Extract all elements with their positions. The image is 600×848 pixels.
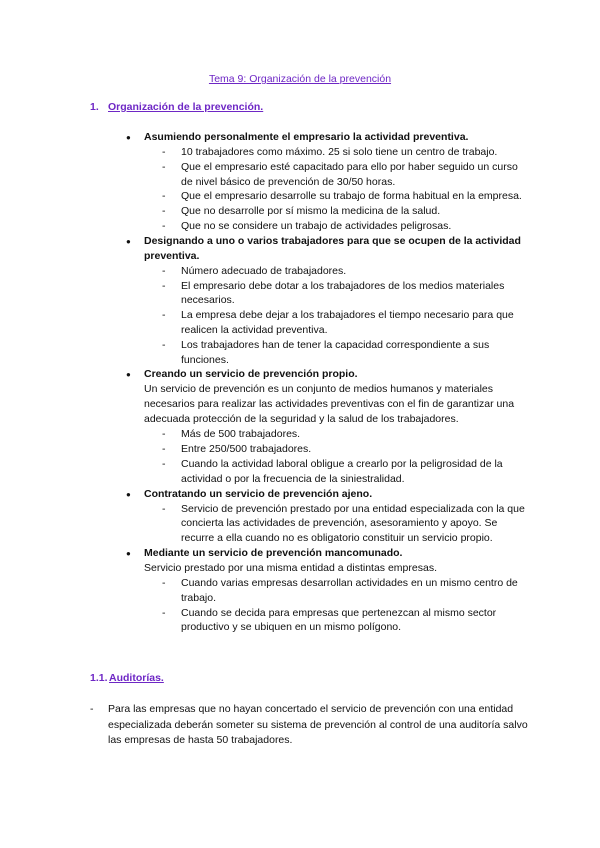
dash-marker: - xyxy=(90,703,94,715)
subsection-number: 1.1. xyxy=(90,672,108,684)
audit-paragraph xyxy=(90,702,530,749)
dash-item: - 10 trabajadores como máximo. 25 si solo tiene un centro de trabajo. xyxy=(162,145,526,160)
dash-item: - Entre 250/500 trabajadores. xyxy=(162,442,526,457)
dash-list xyxy=(144,427,526,486)
bullet-title: ● Mediante un servicio de prevención mancomunado. xyxy=(144,546,403,559)
bullet-title: ● Designando a uno o varios trabajadores para que se ocupen de la actividad preventiva. xyxy=(144,234,521,262)
dash-item: - Que no desarrolle por sí mismo la medicina de la salud. xyxy=(162,204,526,219)
bullet-item xyxy=(126,487,526,546)
bullet-title: ● Asumiendo personalmente el empresario la actividad preventiva. xyxy=(144,131,469,143)
bullet-title: ● Contratando un servicio de prevención ajeno. xyxy=(144,487,373,500)
subsection-heading xyxy=(90,672,164,684)
dash-item: - Cuando la actividad laboral obligue a crearlo por la peligrosidad de la actividad o por la frecuencia de la siniestralidad. xyxy=(162,457,526,487)
bullet-item xyxy=(126,367,526,486)
document-title: Tema 9: Organización de la prevención xyxy=(208,73,392,85)
dash-item: - Que no se considere un trabajo de actividades peligrosas. xyxy=(162,219,526,234)
section-title: Organización de la prevención. xyxy=(108,101,264,113)
bullet-item xyxy=(126,130,526,234)
dash-item: - Servicio de prevención prestado por una entidad especializada con la que concierta las actividades de prevención, asesoramiento y apoyo. Se recurre a ella cuando no es obligatorio constituir un servicio propio. xyxy=(162,502,526,546)
dash-list xyxy=(144,576,526,635)
dash-list xyxy=(144,145,526,234)
dash-list xyxy=(144,264,526,368)
bullet-paragraph: Un servicio de prevención es un conjunto de medios humanos y materiales necesarios para realizar las actividades preventivas con el fin de garantizar una adecuada protección de la seguridad y la salud de los trabajadores. xyxy=(144,383,515,426)
audit-text: Para las empresas que no hayan concertado el servicio de prevención con una entidad especializada deberán someter su sistema de prevención al control de una auditoría salvo las empresas de hasta 50 trabajadores. xyxy=(108,703,528,746)
section-heading xyxy=(90,101,263,113)
subsection-title: Auditorías. xyxy=(109,672,164,684)
dash-item: - El empresario debe dotar a los trabajadores de los medios materiales necesarios. xyxy=(162,279,526,309)
dash-item: - Número adecuado de trabajadores. xyxy=(162,264,526,279)
bullet-item xyxy=(126,234,526,368)
dash-item: - Cuando varias empresas desarrollan actividades en un mismo centro de trabajo. xyxy=(162,576,526,606)
dash-item: - La empresa debe dejar a los trabajadores el tiempo necesario para que realicen la actividad preventiva. xyxy=(162,308,526,338)
bullet-paragraph: Servicio prestado por una misma entidad a distintas empresas. xyxy=(144,561,437,574)
dash-list xyxy=(144,502,526,546)
bullet-title: ● Creando un servicio de prevención propio. xyxy=(144,368,358,381)
section-number: 1. xyxy=(90,101,99,113)
dash-item: - Más de 500 trabajadores. xyxy=(162,427,526,442)
dash-item: - Que el empresario desarrolle su trabajo de forma habitual en la empresa. xyxy=(162,189,526,204)
dash-item: - Los trabajadores han de tener la capacidad correspondiente a sus funciones. xyxy=(162,338,526,368)
dash-item: - Que el empresario esté capacitado para ello por haber seguido un curso de nivel básico de prevención de 30/50 horas. xyxy=(162,160,526,190)
bullet-item xyxy=(126,546,526,635)
bullet-list xyxy=(126,130,526,635)
dash-item: - Cuando se decida para empresas que pertenezcan al mismo sector productivo y se ubiquen en un mismo polígono. xyxy=(162,606,526,636)
